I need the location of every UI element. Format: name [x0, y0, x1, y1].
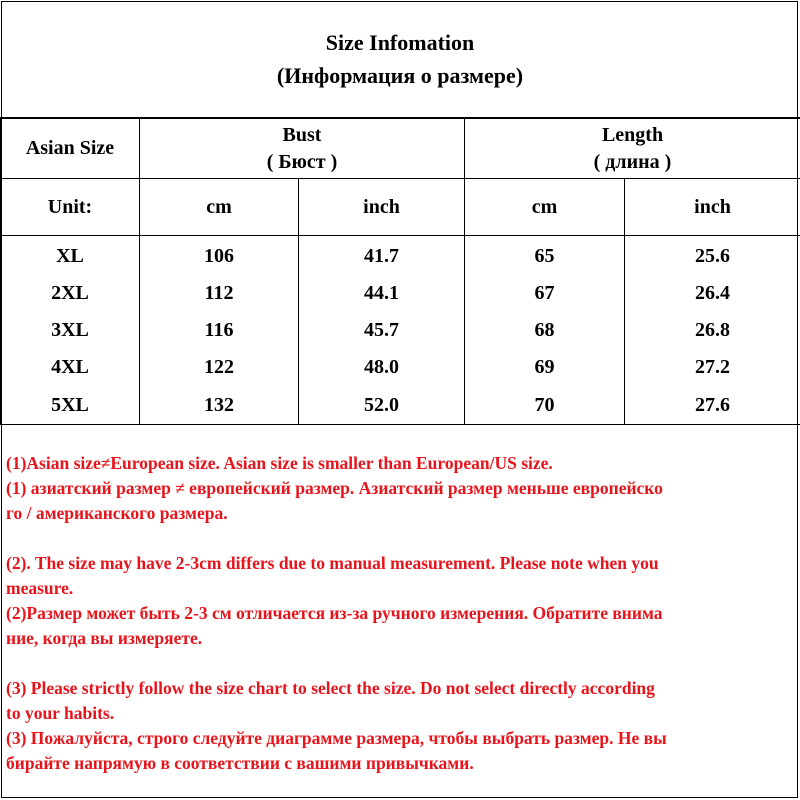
length-cm-cell: 68	[465, 312, 625, 349]
table-row	[1, 275, 800, 312]
note-1-russian-line-2: го / американского размера.	[6, 503, 228, 523]
unit-bust-cm: cm	[140, 179, 299, 236]
length-cm-cell: 69	[465, 349, 625, 386]
length-label: Length	[601, 123, 664, 146]
bust-inch-cell: 44.1	[299, 275, 465, 312]
note-spacer	[6, 651, 794, 676]
title-english: Size Infomation	[325, 29, 475, 55]
length-inch-cell: 26.8	[625, 312, 800, 349]
size-notes	[0, 425, 800, 800]
bust-header	[140, 119, 465, 179]
note-2-russian-line-1: (2)Размер может быть 2-3 см отличается из-за ручного измерения. Обратите внима	[6, 603, 663, 623]
note-1-russian-line-1: (1) азиатский размер ≠ европейский размер. Азиатский размер меньше европейско	[6, 478, 663, 498]
note-2-english-line-2: measure.	[6, 578, 74, 598]
unit-length-cm: cm	[465, 179, 625, 236]
bust-cm-cell: 106	[140, 236, 299, 276]
note-spacer	[6, 526, 794, 551]
header-row-measurements	[1, 119, 800, 179]
bust-cm-cell: 132	[140, 386, 299, 425]
size-cell: 2XL	[1, 275, 140, 312]
bust-inch-cell: 41.7	[299, 236, 465, 276]
size-cell: XL	[1, 236, 140, 276]
length-header	[465, 119, 800, 179]
size-chart-table	[0, 118, 800, 425]
length-inch-cell: 27.2	[625, 349, 800, 386]
note-2-russian-line-2: ние, когда вы измеряете.	[6, 628, 203, 648]
title-russian: (Информация о размере)	[276, 62, 524, 88]
length-cm-cell: 70	[465, 386, 625, 425]
bust-inch-cell: 45.7	[299, 312, 465, 349]
unit-label: Unit:	[1, 179, 140, 236]
length-inch-cell: 27.6	[625, 386, 800, 425]
unit-bust-inch: inch	[299, 179, 465, 236]
bust-sublabel: ( Бюст )	[266, 150, 338, 173]
length-sublabel: ( длина )	[593, 150, 672, 173]
length-cm-cell: 67	[465, 275, 625, 312]
bust-cm-cell: 122	[140, 349, 299, 386]
note-1-english: (1)Asian size≠European size. Asian size is smaller than European/US size.	[6, 453, 553, 473]
note-3-english-line-2: to your habits.	[6, 703, 115, 723]
header-row-units	[1, 179, 800, 236]
table-row	[1, 386, 800, 425]
size-cell: 5XL	[1, 386, 140, 425]
table-row	[1, 312, 800, 349]
bust-inch-cell: 52.0	[299, 386, 465, 425]
size-info-title	[0, 0, 800, 118]
bust-inch-cell: 48.0	[299, 349, 465, 386]
bust-cm-cell: 116	[140, 312, 299, 349]
length-inch-cell: 26.4	[625, 275, 800, 312]
note-3-russian-line-1: (3) Пожалуйста, строго следуйте диаграмме размера, чтобы выбрать размер. Не вы	[6, 728, 667, 748]
table-row	[1, 236, 800, 276]
size-cell: 3XL	[1, 312, 140, 349]
note-3-english-line-1: (3) Please strictly follow the size chart to select the size. Do not select directly according	[6, 678, 655, 698]
unit-length-inch: inch	[625, 179, 800, 236]
bust-cm-cell: 112	[140, 275, 299, 312]
note-3-russian-line-2: бирайте напрямую в соответствии с вашими привычками.	[6, 753, 474, 773]
note-2-english-line-1: (2). The size may have 2-3cm differs due to manual measurement. Please note when you	[6, 553, 659, 573]
bust-label: Bust	[282, 123, 322, 146]
table-row	[1, 349, 800, 386]
size-cell: 4XL	[1, 349, 140, 386]
length-inch-cell: 25.6	[625, 236, 800, 276]
asian-size-header: Asian Size	[1, 119, 140, 179]
length-cm-cell: 65	[465, 236, 625, 276]
